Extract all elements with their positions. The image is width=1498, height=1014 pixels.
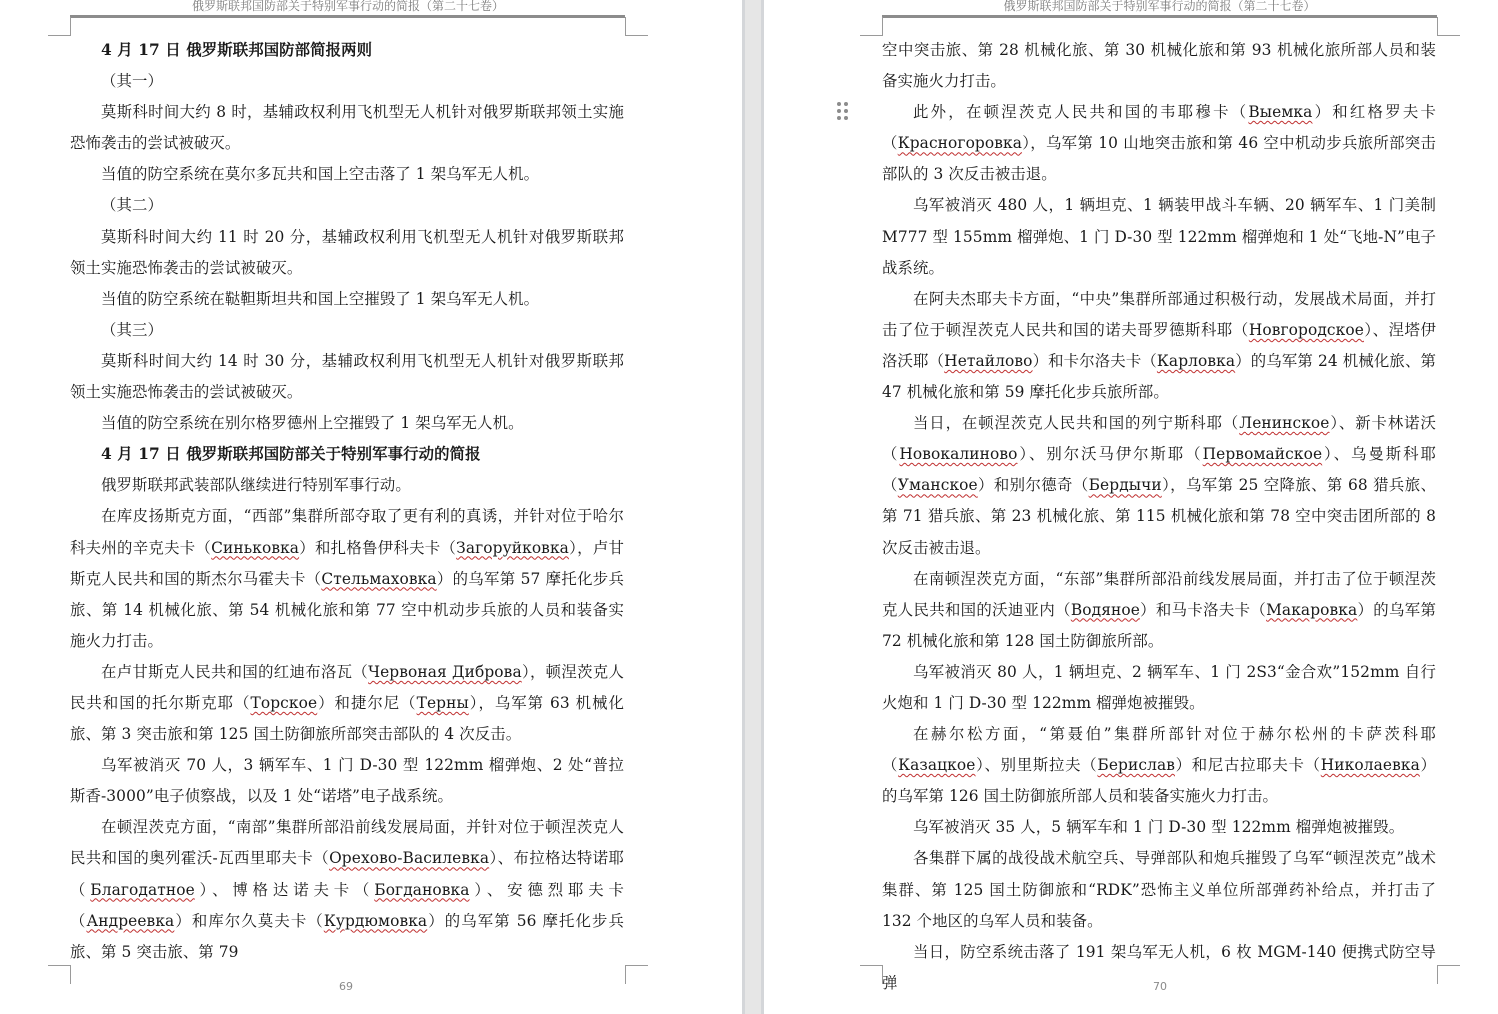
place-name-russian: Бердычи bbox=[1088, 476, 1162, 495]
page-body bbox=[882, 35, 1436, 999]
place-name-russian: Терны bbox=[416, 693, 469, 712]
place-name-russian: Красногоровка bbox=[897, 134, 1023, 153]
document-page-left bbox=[0, 0, 742, 1014]
paragraph: 当值的防空系统在鞑靼斯坦共和国上空摧毁了 1 架乌军无人机。 bbox=[101, 289, 540, 308]
paragraph: 当日，防空系统击落了 191 架乌军无人机，6 枚 MGM-140 便携式防空导弹 bbox=[882, 942, 1436, 992]
paragraph: 莫斯科时间大约 11 时 20 分，基辅政权利用飞机型无人机针对俄罗斯联邦领土实施恐怖袭击的尝试被破灭。 bbox=[70, 227, 624, 277]
place-name-russian: Берислав bbox=[1097, 756, 1175, 775]
paragraph: 各集群下属的战役战术航空兵、导弹部队和炮兵摧毁了乌军“顿涅茨克”战术集群、第 125 国土防御旅和“RDK”恐怖主义单位所部弹药补给点，并打击了 132 个地区的乌军人员和装备。 bbox=[882, 849, 1436, 930]
paragraph: 在库皮扬斯克方面，“西部”集群所部夺取了更有利的真诱，并针对位于哈尔科夫州的辛克夫卡（Синьковка）和扎格鲁伊科夫卡（Загоруйковка），卢甘斯克人民共和国的斯杰尔马霍夫卡（Стельмаховка）的乌军第 57 摩托化步兵旅、第 14 机械化旅、第 54 机械化旅和第 77 空中机动步兵旅的人员和装备实施火力打击。 bbox=[70, 507, 624, 650]
place-name-russian: Червоная Диброва bbox=[368, 662, 522, 681]
page-gutter bbox=[742, 0, 764, 1014]
page-body bbox=[70, 35, 624, 968]
place-name-russian: Синьковка bbox=[211, 538, 300, 557]
place-name-russian: Новгородское bbox=[1248, 320, 1364, 339]
place-name-russian: Уманское bbox=[897, 476, 978, 495]
paragraph: 莫斯科时间大约 14 时 30 分，基辅政权利用飞机型无人机针对俄罗斯联邦领土实施恐怖袭击的尝试被破灭。 bbox=[70, 351, 624, 402]
crop-mark bbox=[1437, 17, 1460, 36]
paragraph: 乌军被消灭 35 人，5 辆军车和 1 门 D-30 型 122mm 榴弹炮被摧毁。 bbox=[913, 818, 1405, 837]
place-name-russian: Курдюмовка bbox=[323, 911, 428, 930]
drag-handle-icon[interactable] bbox=[837, 102, 851, 122]
paragraph: 在卢甘斯克人民共和国的红迪布洛瓦（Червоная Диброва），顿涅茨克人民共和国的托尔斯克耶（Торское）和捷尔尼（Терны），乌军第 63 机械化旅、第 3 突击旅和第 125 国土防御旅所部突击部队的 4 次反击。 bbox=[70, 662, 624, 744]
paragraph: （其二） bbox=[101, 196, 163, 215]
place-name-russian: Ленинское bbox=[1239, 414, 1330, 433]
paragraph: 此外，在顿涅茨克人民共和国的韦耶穆卡（Выемка）和红格罗夫卡（Красногоровка），乌军第 10 山地突击旅和第 46 空中机动步兵旅所部突击部队的 3 次反击被击退。 bbox=[882, 103, 1436, 184]
crop-mark bbox=[1437, 965, 1460, 984]
place-name-russian: Стельмаховка bbox=[321, 569, 437, 588]
paragraph: 乌军被消灭 80 人，1 辆坦克、2 辆军车、1 门 2S3“金合欢”152mm 自行火炮和 1 门 D-30 型 122mm 榴弹炮被摧毁。 bbox=[882, 662, 1436, 712]
header-rule bbox=[70, 15, 625, 18]
place-name-russian: Андреевка bbox=[86, 911, 175, 930]
crop-mark bbox=[860, 965, 883, 984]
paragraph: 在阿夫杰耶夫卡方面，“中央”集群所部通过积极行动，发展战术局面，并打击了位于顿涅茨克人民共和国的诺夫哥罗德斯科耶（Новгородское）、涅塔伊洛沃耶（Нетайлово）和卡尔洛夫卡（Карловка）的乌军第 24 机械化旅、第 47 机械化旅和第 59 摩托化步兵旅所部。 bbox=[882, 289, 1436, 402]
page-number: 69 bbox=[339, 980, 353, 993]
paragraph: 当值的防空系统在别尔格罗德州上空摧毁了 1 架乌军无人机。 bbox=[101, 414, 524, 433]
place-name-russian: Николаевка bbox=[1320, 756, 1420, 775]
running-header: 俄罗斯联邦国防部关于特别军事行动的简报（第二十七卷） bbox=[1003, 0, 1316, 13]
paragraph: （其三） bbox=[101, 320, 163, 339]
paragraph: 俄罗斯联邦武装部队继续进行特别军事行动。 bbox=[101, 476, 411, 495]
document-page-right bbox=[764, 0, 1498, 1014]
section-heading: 4 月 17 日 俄罗斯联邦国防部简报两则 bbox=[101, 41, 373, 59]
place-name-russian: Макаровка bbox=[1266, 600, 1358, 619]
place-name-russian: Торское bbox=[250, 693, 318, 712]
place-name-russian: Богдановка bbox=[374, 880, 470, 899]
paragraph: 在赫尔松方面，“第聂伯”集群所部针对位于赫尔松州的卡萨茨科耶（Казацкое）、别里斯拉夫（Берислав）和尼古拉耶夫卡（Николаевка）的乌军第 126 国土防御旅所部人员和装备实施火力打击。 bbox=[882, 725, 1436, 806]
running-header: 俄罗斯联邦国防部关于特别军事行动的简报（第二十七卷） bbox=[191, 0, 504, 13]
place-name-russian: Загоруйковка bbox=[456, 538, 569, 557]
crop-mark bbox=[625, 965, 648, 984]
place-name-russian: Новокалиново bbox=[899, 445, 1018, 464]
place-name-russian: Выемка bbox=[1248, 103, 1313, 122]
crop-mark bbox=[48, 17, 71, 36]
paragraph: 莫斯科时间大约 8 时，基辅政权利用飞机型无人机针对俄罗斯联邦领土实施恐怖袭击的尝试被破灭。 bbox=[70, 103, 624, 153]
place-name-russian: Водяное bbox=[1070, 600, 1140, 619]
place-name-russian: Нетайлово bbox=[944, 351, 1033, 370]
place-name-russian: Казацкое bbox=[898, 756, 976, 775]
paragraph: 当日，在顿涅茨克人民共和国的列宁斯科耶（Ленинское）、新卡林诺沃（Новокалиново）、别尔沃马伊尔斯耶（Первомайское）、乌曼斯科耶（Уманское）和别尔德奇（Бердычи），乌军第 25 空降旅、第 68 猎兵旅、第 71 猎兵旅、第 23 机械化旅、第 115 机械化旅和第 78 空中突击团所部的 8 次反击被击退。 bbox=[882, 414, 1436, 557]
paragraph: 当值的防空系统在莫尔多瓦共和国上空击落了 1 架乌军无人机。 bbox=[101, 165, 540, 184]
place-name-russian: Первомайское bbox=[1202, 445, 1323, 464]
crop-mark bbox=[860, 17, 883, 36]
paragraph: （其一） bbox=[101, 72, 163, 91]
paragraph: 在顿涅茨克方面，“南部”集群所部沿前线发展局面，并针对位于顿涅茨克人民共和国的奥列霍沃-瓦西里耶夫卡（Орехово-Василевка）、布拉格达特诺耶（Благодатное）、博格达诺夫卡（Богдановка）、安德烈耶夫卡（Андреевка）和库尔久莫夫卡（Курдюмовка）的乌军第 56 摩托化步兵旅、第 5 突击旅、第 79 bbox=[70, 818, 625, 961]
paragraph: 乌军被消灭 70 人，3 辆军车、1 门 D-30 型 122mm 榴弹炮、2 处“普拉斯香-3000”电子侦察战，以及 1 处“诺塔”电子战系统。 bbox=[70, 756, 624, 806]
crop-mark bbox=[625, 17, 648, 36]
paragraph: 在南顿涅茨克方面，“东部”集群所部沿前线发展局面，并打击了位于顿涅茨克人民共和国的沃迪亚内（Водяное）和马卡洛夫卡（Макаровка）的乌军第 72 机械化旅和第 128 国土防御旅所部。 bbox=[882, 569, 1436, 650]
place-name-russian: Благодатное bbox=[90, 880, 195, 899]
paragraph: 空中突击旅、第 28 机械化旅、第 30 机械化旅和第 93 机械化旅所部人员和装备实施火力打击。 bbox=[882, 41, 1436, 91]
paragraph: 乌军被消灭 480 人，1 辆坦克、1 辆装甲战斗车辆、20 辆军车、1 门美制 M777 型 155mm 榴弹炮、1 门 D-30 型 122mm 榴弹炮和 1 处“飞地-N”电子战系统。 bbox=[882, 196, 1436, 277]
section-heading: 4 月 17 日 俄罗斯联邦国防部关于特别军事行动的简报 bbox=[101, 445, 481, 464]
page-number: 70 bbox=[1153, 980, 1167, 993]
place-name-russian: Карловка bbox=[1156, 351, 1236, 370]
place-name-russian: Орехово-Василевка bbox=[329, 849, 490, 868]
crop-mark bbox=[48, 965, 71, 984]
header-rule bbox=[882, 15, 1437, 18]
